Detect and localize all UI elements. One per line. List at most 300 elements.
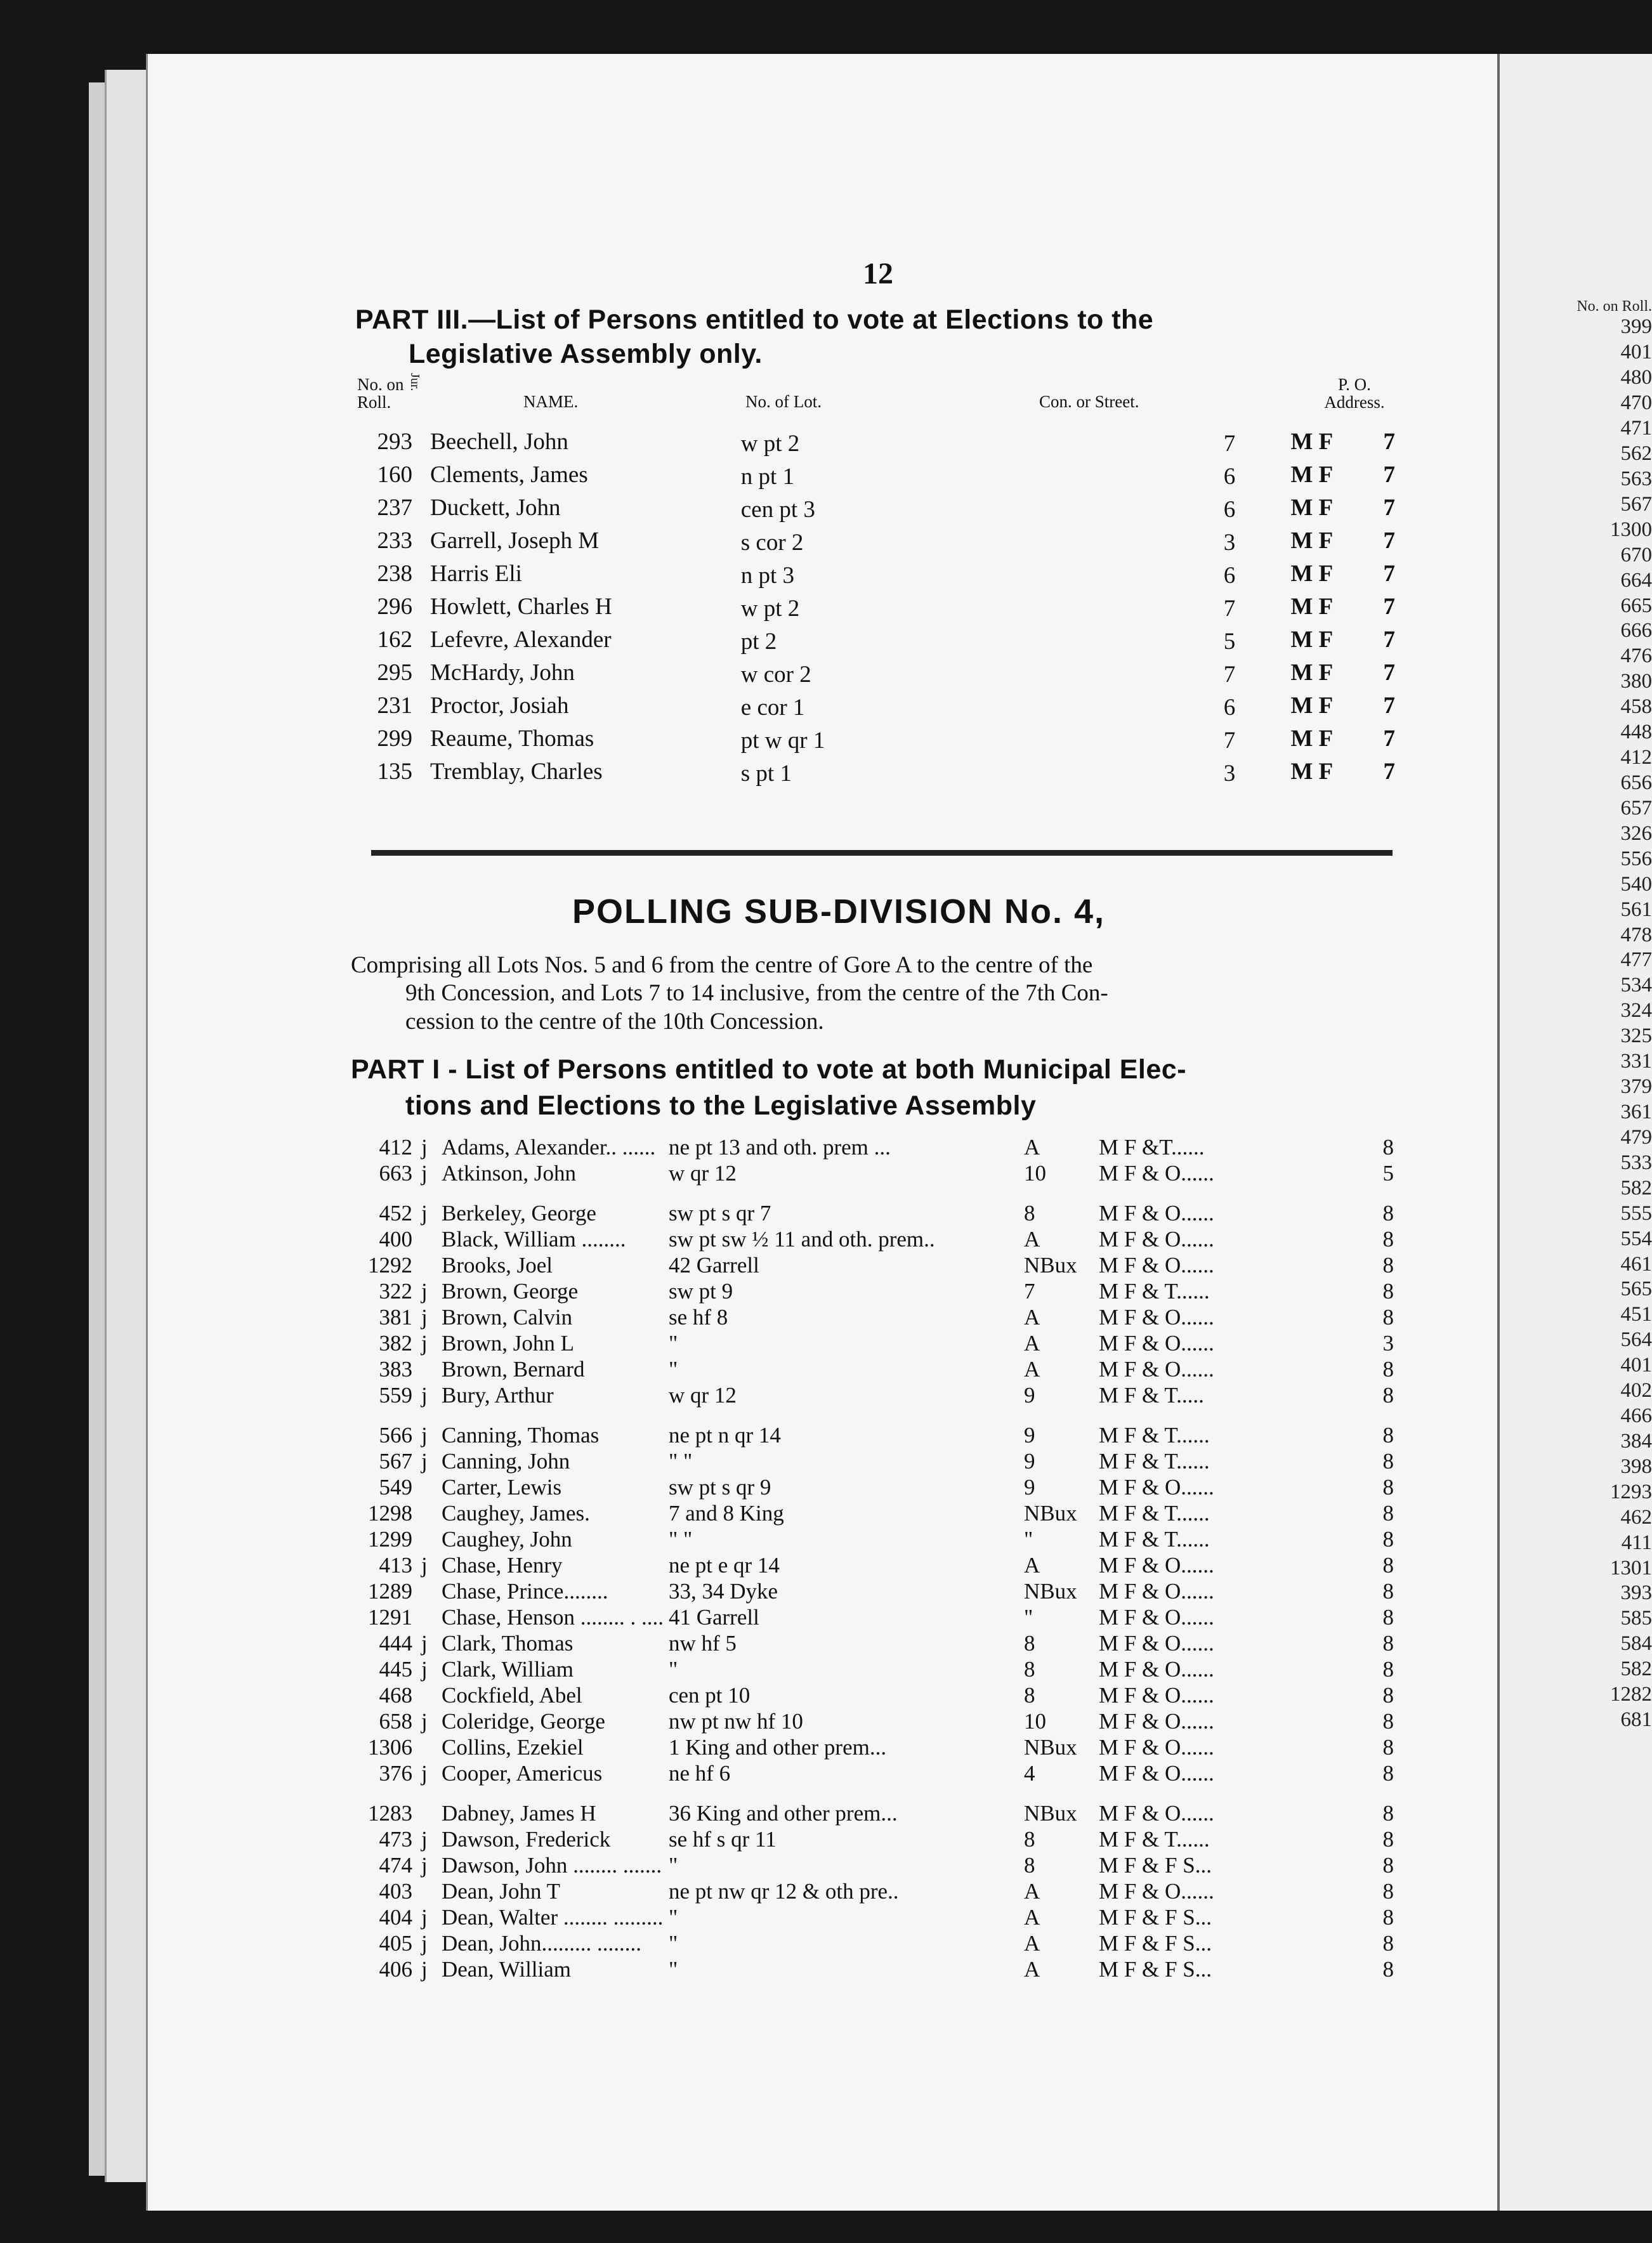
table-row (346, 1278, 1399, 1304)
table-row (346, 1852, 1399, 1878)
page-number: 12 (863, 257, 893, 291)
roll-number: 468 (379, 1682, 412, 1708)
roll-number: 567 (379, 1448, 412, 1474)
voter-name (430, 557, 741, 590)
lot-description: ne hf 6 (668, 1760, 731, 1786)
concession-or-street: A (1023, 1356, 1040, 1382)
concession-or-street: A (1023, 1304, 1040, 1330)
juror-mark (421, 1474, 442, 1500)
lot-description: sw pt 9 (668, 1278, 733, 1304)
roll-number: 322 (379, 1278, 412, 1304)
table-row (346, 1826, 1399, 1852)
table-row (355, 623, 1399, 656)
po-address: 7 (1383, 692, 1395, 719)
right-page-roll-number: 393 (1620, 1581, 1652, 1605)
roll-number: 1299 (368, 1526, 412, 1552)
po-address: 8 (1382, 1200, 1394, 1226)
voter-name: Chase, Prince........ (442, 1578, 608, 1604)
roll-number: 233 (377, 527, 413, 554)
roll-number: 404 (379, 1904, 412, 1930)
table-row (346, 1630, 1399, 1656)
right-page-roll-number: 1301 (1610, 1556, 1652, 1579)
juror-mark (421, 1500, 442, 1526)
concession-or-street: 9 (1023, 1422, 1035, 1448)
right-page-roll-number: 666 (1620, 619, 1652, 643)
right-page-roll-number: 412 (1620, 746, 1652, 769)
roll-number: 474 (379, 1852, 412, 1878)
table-row (346, 1760, 1399, 1786)
concession-or-street: NBux (1023, 1734, 1077, 1760)
lot-description: 36 King and other prem... (668, 1800, 898, 1826)
spacer-cell (346, 1786, 1399, 1800)
table-row (346, 1656, 1399, 1682)
lot-description: " (668, 1356, 678, 1382)
voter-name-text: Harris Eli (430, 560, 522, 587)
lot-text: w pt 2 (741, 595, 804, 622)
voter-name: Dawson, John ........ ....... (442, 1852, 662, 1878)
table-row (355, 722, 1399, 755)
table-row (346, 1930, 1399, 1956)
table-row (346, 1226, 1399, 1252)
qualification: M F (1290, 626, 1334, 653)
po-address: 8 (1382, 1382, 1394, 1408)
roll-number: 376 (379, 1760, 412, 1786)
lot-description: nw hf 5 (668, 1630, 737, 1656)
spacer-cell (346, 1186, 1399, 1200)
concession-or-street: A (1023, 1330, 1040, 1356)
juror-mark: j (421, 1304, 428, 1330)
qualification: M F (1290, 659, 1334, 686)
concession-or-street: 8 (1023, 1656, 1035, 1682)
qualification: M F & O...... (1098, 1200, 1214, 1226)
concession-or-street: 7 (1023, 1278, 1035, 1304)
juror-mark: j (421, 1278, 428, 1304)
right-page-roll-number: 380 (1620, 670, 1652, 693)
qualification: M F & O...... (1098, 1160, 1214, 1186)
concession-or-street: NBux (1023, 1800, 1077, 1826)
lot-description: se hf 8 (668, 1304, 728, 1330)
po-address: 7 (1383, 560, 1395, 587)
juror-mark: j (421, 1422, 428, 1448)
voter-name: Black, William ........ (442, 1226, 626, 1252)
qualification: M F & T...... (1098, 1422, 1210, 1448)
juror-mark: j (421, 1708, 428, 1734)
right-page-roll-number: 564 (1620, 1328, 1652, 1352)
table-row (355, 425, 1399, 458)
qualification: M F (1290, 494, 1334, 521)
lot-and-concession (741, 458, 1241, 491)
right-page-roll-number: 471 (1620, 417, 1652, 440)
table-row (346, 1474, 1399, 1500)
concession-or-street: " (1023, 1604, 1033, 1630)
qualification: M F & O...... (1098, 1552, 1214, 1578)
right-page-roll-number: 1300 (1610, 518, 1652, 541)
table-row (355, 590, 1399, 623)
table-row (346, 1252, 1399, 1278)
lot-and-concession (741, 491, 1241, 524)
lot-description: 42 Garrell (668, 1252, 759, 1278)
qualification: M F & O...... (1098, 1226, 1214, 1252)
po-address: 8 (1382, 1852, 1394, 1878)
qualification: M F & O...... (1098, 1800, 1214, 1826)
lot-description: " (668, 1930, 678, 1956)
qualification: M F & F S... (1098, 1904, 1212, 1930)
roll-number: 400 (379, 1226, 412, 1252)
table-row (346, 1448, 1399, 1474)
roll-number: 1283 (368, 1800, 412, 1826)
juror-mark: j (421, 1760, 428, 1786)
table-row (346, 1956, 1399, 1982)
header-con: Con. or Street. (1039, 392, 1139, 411)
right-page-roll-number: 458 (1620, 695, 1652, 719)
juror-mark (421, 1252, 442, 1278)
po-address: 8 (1382, 1134, 1394, 1160)
right-page-roll-number: 462 (1620, 1505, 1652, 1529)
table-row (355, 755, 1399, 788)
concession-or-street: A (1023, 1552, 1040, 1578)
po-address: 7 (1383, 659, 1395, 686)
lot-and-concession (741, 524, 1241, 557)
lot-description: " (668, 1852, 678, 1878)
qualification: M F & F S... (1098, 1930, 1212, 1956)
lot-description: " (668, 1956, 678, 1982)
table-row (346, 1734, 1399, 1760)
juror-mark: j (421, 1656, 428, 1682)
qualification: M F (1290, 758, 1334, 785)
lot-description: " (668, 1656, 678, 1682)
right-page-roll-number: 324 (1620, 999, 1652, 1023)
concession-or-street: " (1023, 1526, 1033, 1552)
qualification: M F & O...... (1098, 1878, 1214, 1904)
voter-name-text: Duckett, John (430, 494, 561, 521)
table-row (355, 557, 1399, 590)
roll-number: 382 (379, 1330, 412, 1356)
voter-name (430, 524, 741, 557)
juror-mark: j (421, 1826, 428, 1852)
po-address: 8 (1382, 1500, 1394, 1526)
juror-mark (421, 1578, 442, 1604)
lot-text: n pt 1 (741, 463, 798, 490)
right-page-roll-number: 476 (1620, 644, 1652, 668)
concession-or-street: NBux (1023, 1500, 1077, 1526)
concession-or-street: A (1023, 1956, 1040, 1982)
qualification: M F & O...... (1098, 1474, 1214, 1500)
concession-text: 6 (1221, 463, 1236, 490)
juror-mark (421, 1356, 442, 1382)
concession-or-street: A (1023, 1930, 1040, 1956)
header-name: NAME. (523, 392, 579, 411)
group-spacer (346, 1786, 1399, 1800)
po-address: 8 (1382, 1682, 1394, 1708)
voter-name: Brown, Calvin (442, 1304, 573, 1330)
qualification: M F & O...... (1098, 1734, 1214, 1760)
right-page-roll-number: 670 (1620, 543, 1652, 566)
roll-number: 160 (377, 461, 413, 488)
lot-and-concession (741, 722, 1241, 755)
juror-mark (421, 1800, 442, 1826)
header-jur: Jur. (408, 373, 422, 391)
qualification: M F & T...... (1098, 1526, 1210, 1552)
lot-and-concession (741, 623, 1241, 656)
right-page-roll-number: 478 (1620, 923, 1652, 946)
voter-name (430, 590, 741, 623)
concession-or-street: NBux (1023, 1252, 1077, 1278)
right-page-roll-number: 398 (1620, 1455, 1652, 1478)
right-page-roll-number: 411 (1621, 1531, 1652, 1554)
po-address: 8 (1382, 1708, 1394, 1734)
po-address: 8 (1382, 1578, 1394, 1604)
right-page-roll-number: 402 (1620, 1379, 1652, 1403)
table-row (346, 1500, 1399, 1526)
right-page-roll-number: 461 (1620, 1252, 1652, 1276)
po-address: 5 (1382, 1160, 1394, 1186)
voter-name: Caughey, John (442, 1526, 572, 1552)
concession-or-street: 10 (1023, 1708, 1046, 1734)
part3-heading-line2: Legislative Assembly only. (409, 338, 763, 369)
roll-number: 296 (377, 593, 413, 620)
right-page-roll-number: 582 (1620, 1176, 1652, 1200)
voter-name-text: McHardy, John (430, 659, 575, 686)
po-address: 7 (1383, 494, 1395, 521)
voter-name: Adams, Alexander.. ...... (442, 1134, 656, 1160)
part1-heading-line2: tions and Elections to the Legislative Assembly (405, 1090, 1037, 1121)
part1-heading-line1: PART I - List of Persons entitled to vote at both Municipal Elec- (351, 1054, 1187, 1085)
polling-description (351, 951, 1404, 1036)
concession-or-street: 8 (1023, 1630, 1035, 1656)
qualification: M F & O...... (1098, 1330, 1214, 1356)
table-row (346, 1160, 1399, 1186)
voter-name (430, 755, 741, 788)
right-page-roll-number: 585 (1620, 1607, 1652, 1630)
juror-mark (421, 1604, 442, 1630)
concession-or-street: 4 (1023, 1760, 1035, 1786)
voter-name-text: Reaume, Thomas (430, 725, 594, 752)
roll-number: 231 (377, 692, 413, 719)
juror-mark: j (421, 1200, 428, 1226)
po-address: 8 (1382, 1800, 1394, 1826)
polling-subdivision-title: POLLING SUB-DIVISION No. 4, (572, 893, 1106, 931)
concession-or-street: A (1023, 1134, 1040, 1160)
po-address: 8 (1382, 1252, 1394, 1278)
po-address: 8 (1382, 1956, 1394, 1982)
concession-or-street: A (1023, 1226, 1040, 1252)
voter-name: Brooks, Joel (442, 1252, 553, 1278)
voter-name: Cooper, Americus (442, 1760, 603, 1786)
voter-name (430, 722, 741, 755)
roll-number: 1289 (368, 1578, 412, 1604)
po-address: 8 (1382, 1630, 1394, 1656)
lot-description: sw pt s qr 7 (668, 1200, 771, 1226)
po-address: 8 (1382, 1422, 1394, 1448)
po-address: 8 (1382, 1656, 1394, 1682)
voter-name: Canning, Thomas (442, 1422, 600, 1448)
voter-name: Coleridge, George (442, 1708, 605, 1734)
po-address: 8 (1382, 1930, 1394, 1956)
voter-name: Collins, Ezekiel (442, 1734, 584, 1760)
right-page-roll-number: 401 (1620, 341, 1652, 364)
lot-description: 1 King and other prem... (668, 1734, 887, 1760)
concession-or-street: 8 (1023, 1200, 1035, 1226)
qualification: M F & O...... (1098, 1630, 1214, 1656)
roll-number: 238 (377, 560, 413, 587)
lot-text: w pt 2 (741, 430, 804, 457)
qualification: M F & T..... (1098, 1382, 1204, 1408)
roll-number: 237 (377, 494, 413, 521)
roll-number: 445 (379, 1656, 412, 1682)
roll-number: 135 (377, 758, 413, 785)
lot-text: pt 2 (741, 628, 781, 655)
polling-description-line3: cession to the centre of the 10th Concession. (405, 1008, 824, 1035)
roll-number: 1298 (368, 1500, 412, 1526)
lot-description: ne pt 13 and oth. prem ... (668, 1134, 891, 1160)
qualification: M F & T...... (1098, 1826, 1210, 1852)
right-page-roll-number: 401 (1620, 1354, 1652, 1377)
table-row (346, 1878, 1399, 1904)
roll-number: 1306 (368, 1734, 412, 1760)
juror-mark: j (421, 1956, 428, 1982)
right-page-roll-number: 556 (1620, 847, 1652, 870)
part3-heading (355, 303, 1402, 372)
voter-name-text: Proctor, Josiah (430, 692, 569, 719)
roll-number: 452 (379, 1200, 412, 1226)
roll-number: 473 (379, 1826, 412, 1852)
voter-name-text: Garrell, Joseph M (430, 527, 600, 554)
right-page-roll-number: 562 (1620, 442, 1652, 465)
lot-description: " (668, 1330, 678, 1356)
part1-table (346, 1134, 1399, 1982)
po-address: 7 (1383, 725, 1395, 752)
right-page-roll-number: 665 (1620, 594, 1652, 617)
roll-number: 413 (379, 1552, 412, 1578)
header-roll: No. on Roll. (357, 375, 404, 412)
lot-and-concession (741, 656, 1241, 689)
concession-text: 3 (1221, 529, 1236, 556)
po-address: 7 (1383, 461, 1395, 488)
voter-name: Dawson, Frederick (442, 1826, 611, 1852)
voter-name: Atkinson, John (442, 1160, 576, 1186)
lot-description: sw pt sw ½ 11 and oth. prem.. (668, 1226, 935, 1252)
roll-number: 299 (377, 725, 413, 752)
roll-number: 412 (379, 1134, 412, 1160)
qualification: M F & O...... (1098, 1304, 1214, 1330)
table-row (346, 1330, 1399, 1356)
concession-or-street: A (1023, 1878, 1040, 1904)
po-address: 8 (1382, 1734, 1394, 1760)
po-address: 7 (1383, 626, 1395, 653)
concession-or-street: 8 (1023, 1682, 1035, 1708)
right-page-roll-number: 561 (1620, 898, 1652, 921)
right-page-roll-number: 451 (1620, 1303, 1652, 1326)
header-lot: No. of Lot. (745, 392, 822, 411)
concession-or-street: 9 (1023, 1382, 1035, 1408)
po-address: 7 (1383, 758, 1395, 785)
lot-description: ne pt n qr 14 (668, 1422, 781, 1448)
table-row (346, 1422, 1399, 1448)
right-page-roll-number: 656 (1620, 771, 1652, 794)
table-row (346, 1708, 1399, 1734)
table-row (346, 1904, 1399, 1930)
voter-name: Dean, John T (442, 1878, 560, 1904)
roll-number: 162 (377, 626, 413, 653)
qualification: M F (1290, 560, 1334, 587)
po-address: 8 (1382, 1826, 1394, 1852)
table-row (355, 656, 1399, 689)
right-page-roll-number: 384 (1620, 1429, 1652, 1453)
qualification: M F & O...... (1098, 1760, 1214, 1786)
spacer-cell (346, 1408, 1399, 1422)
voter-name: Brown, Bernard (442, 1356, 585, 1382)
table-row (346, 1578, 1399, 1604)
lot-description: w qr 12 (668, 1382, 737, 1408)
lot-text: pt w qr 1 (741, 727, 829, 754)
group-spacer (346, 1186, 1399, 1200)
qualification: M F (1290, 461, 1334, 488)
right-page-roll-number: 399 (1620, 315, 1652, 339)
juror-mark: j (421, 1552, 428, 1578)
table-row (346, 1682, 1399, 1708)
right-page-roll-number: 466 (1620, 1404, 1652, 1428)
lot-and-concession (741, 590, 1241, 623)
right-page-roll-number: 555 (1620, 1201, 1652, 1225)
voter-name: Brown, John L (442, 1330, 575, 1356)
concession-text: 7 (1221, 727, 1236, 754)
lot-text: s cor 2 (741, 529, 808, 556)
po-address: 8 (1382, 1552, 1394, 1578)
table-row (346, 1382, 1399, 1408)
po-address: 8 (1382, 1760, 1394, 1786)
juror-mark: j (421, 1330, 428, 1356)
concession-text: 6 (1221, 496, 1236, 523)
right-page-roll-number: 325 (1620, 1024, 1652, 1048)
po-address: 3 (1382, 1330, 1394, 1356)
right-page-header: No. on Roll. (1577, 298, 1652, 315)
qualification: M F & O...... (1098, 1708, 1214, 1734)
right-page-roll-number: 448 (1620, 721, 1652, 744)
po-address: 8 (1382, 1448, 1394, 1474)
right-page-roll-number: 331 (1620, 1050, 1652, 1073)
table-row (346, 1552, 1399, 1578)
right-page-roll-number: 470 (1620, 391, 1652, 415)
voter-name: Dean, John......... ........ (442, 1930, 641, 1956)
juror-mark (421, 1682, 442, 1708)
qualification: M F & F S... (1098, 1852, 1212, 1878)
right-page-roll-number: 534 (1620, 974, 1652, 997)
qualification: M F (1290, 428, 1334, 455)
qualification: M F (1290, 692, 1334, 719)
right-page-roll-number: 1293 (1610, 1480, 1652, 1503)
table-row (355, 491, 1399, 524)
lot-description: 33, 34 Dyke (668, 1578, 778, 1604)
roll-number: 293 (377, 428, 413, 455)
voter-name (430, 689, 741, 722)
right-page-roll-number: 361 (1620, 1100, 1652, 1123)
right-page-roll-number: 567 (1620, 492, 1652, 516)
voter-name-text: Lefevre, Alexander (430, 626, 612, 653)
roll-number: 559 (379, 1382, 412, 1408)
right-page-roll-number: 326 (1620, 821, 1652, 845)
po-address: 8 (1382, 1526, 1394, 1552)
voter-name (430, 425, 741, 458)
qualification: M F & O...... (1098, 1682, 1214, 1708)
section-divider-rule (371, 850, 1393, 856)
roll-number: 566 (379, 1422, 412, 1448)
polling-description-line2: 9th Concession, and Lots 7 to 14 inclusive, from the centre of the 7th Con- (405, 980, 1108, 1007)
qualification: M F &T...... (1098, 1134, 1205, 1160)
right-page-roll-number: 584 (1620, 1632, 1652, 1656)
table-row (346, 1800, 1399, 1826)
voter-name: Caughey, James. (442, 1500, 590, 1526)
table-row (346, 1304, 1399, 1330)
